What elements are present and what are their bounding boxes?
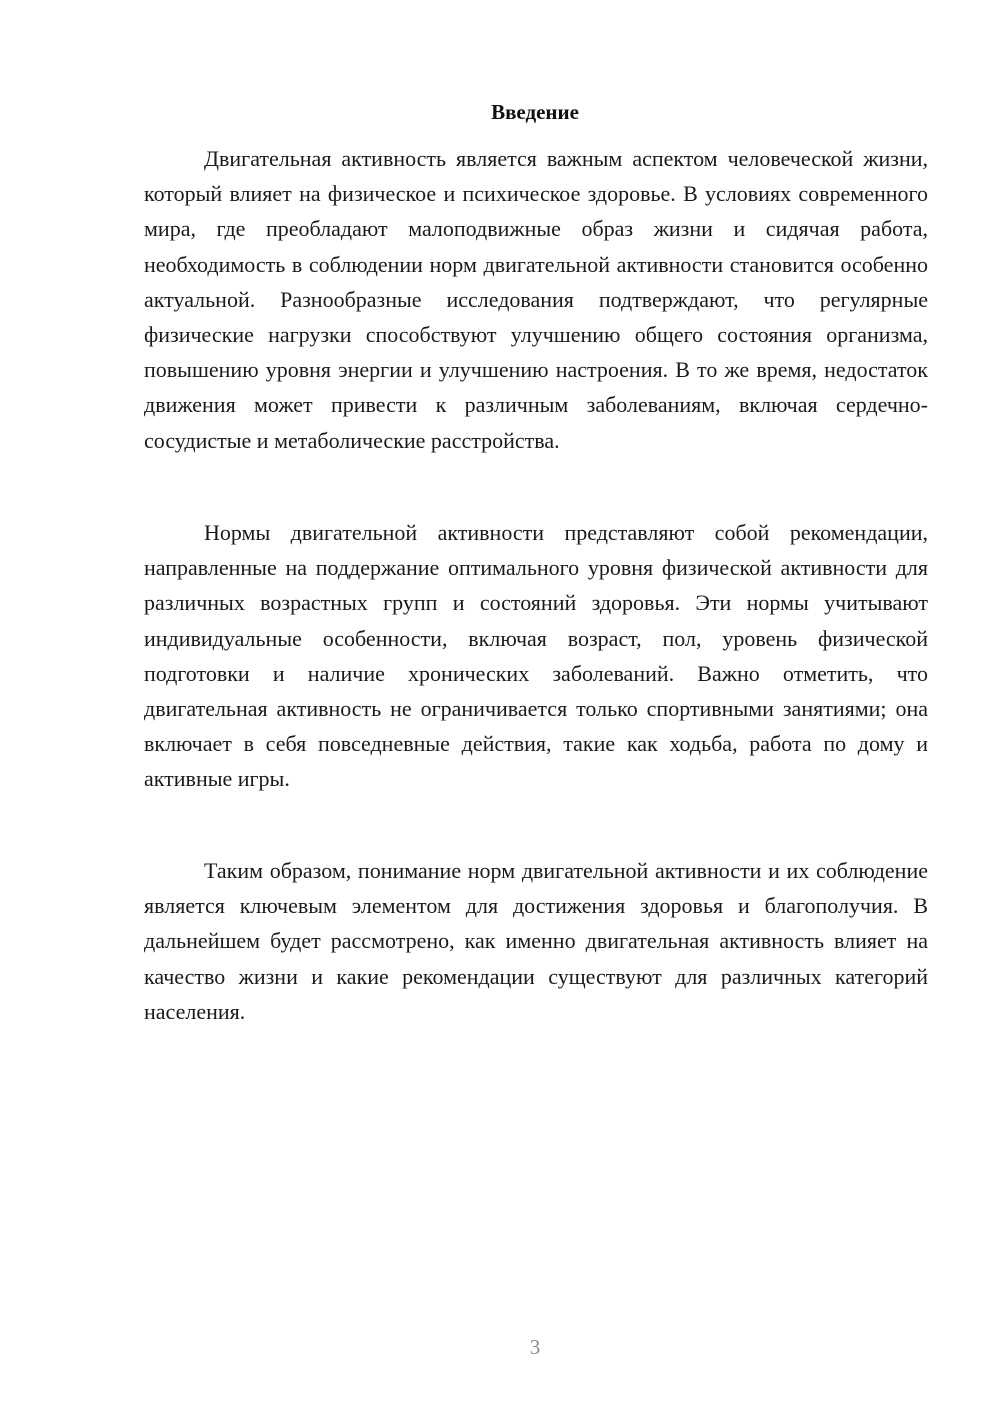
paragraph-conclusion: Таким образом, понимание норм двигательной активности и их соблюдение является ключевым элементом для достижения здоровья и благополучия. В дальнейшем будет рассмотрено, как именно двигательная активность влияет на качество жизни и какие рекомендации существуют для различных категорий населения. (144, 858, 928, 1024)
paragraph-norms: Нормы двигательной активности представляют собой рекомендации, направленные на поддержание оптимального уровня физической активности для различных возрастных групп и состояний здоровья. Эти нормы учитывают индивидуальные особенности, включая возраст, пол, уровень физической подготовки и наличие хронических заболеваний. Важно отметить, что двигательная активность не ограничивается только спортивными занятиями; она включает в себя повседневные действия, такие как ходьба, работа по дому и активные игры. (144, 520, 928, 792)
section-heading: Введение (491, 100, 579, 124)
paragraph-intro: Двигательная активность является важным аспектом человеческой жизни, который влияет на физическое и психическое здоровье. В условиях современного мира, где преобладают малоподвижные образ жизни и сидячая работа, необходимость в соблюдении норм двигательной активности становится особенно актуальной. Разнообразные исследования подтверждают, что регулярные физические нагрузки способствуют улучшению общего состояния организма, повышению уровня энергии и улучшению настроения. В то же время, недостаток движения может привести к различным заболеваниям, включая сердечно-сосудистые и метаболические расстройства. (144, 146, 928, 453)
page-number: 3 (529, 1335, 541, 1359)
